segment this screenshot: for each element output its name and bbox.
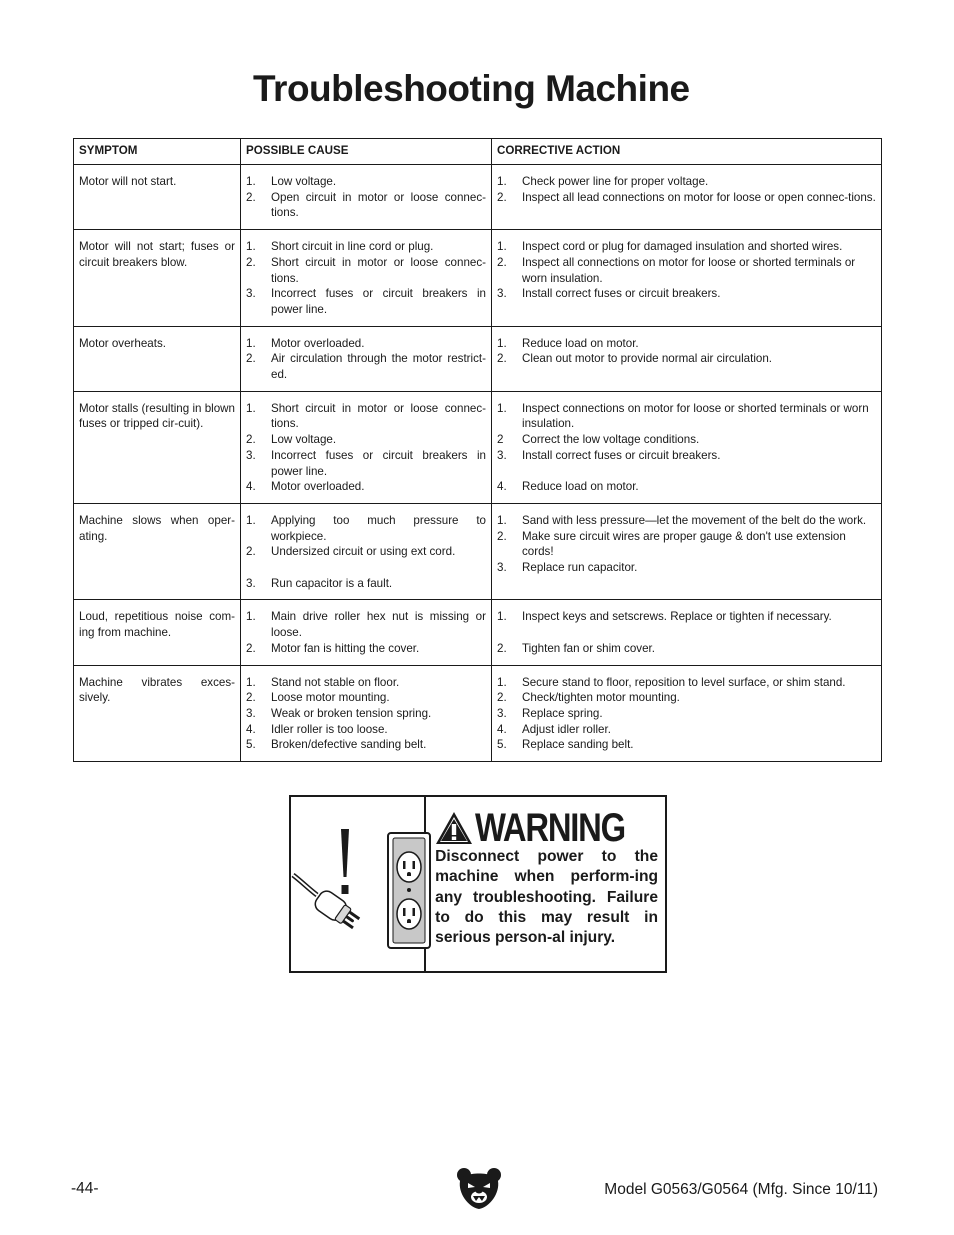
list-item-number: 1. bbox=[246, 240, 256, 254]
list-item bbox=[497, 239, 876, 255]
list-item-number: 1. bbox=[497, 336, 507, 350]
cause-list bbox=[246, 675, 486, 754]
list-item-number: 2. bbox=[497, 352, 507, 366]
list-item-number: 1. bbox=[497, 175, 507, 188]
list-item bbox=[246, 336, 486, 352]
list-item-text: Stand not stable on floor. bbox=[271, 675, 400, 689]
list-item bbox=[497, 560, 876, 576]
symptom-cell: Motor will not start; fuses or circuit breakers blow. bbox=[74, 230, 241, 327]
cause-list bbox=[246, 336, 486, 383]
list-item-number: 2. bbox=[246, 190, 256, 204]
list-item bbox=[246, 737, 486, 753]
list-item bbox=[246, 401, 486, 432]
list-item-text: Open circuit in motor or loose connec-tions. bbox=[271, 190, 486, 220]
list-item bbox=[246, 351, 486, 382]
bear-head-logo bbox=[456, 1167, 502, 1211]
list-item bbox=[246, 286, 486, 317]
list-item-number: 4. bbox=[497, 722, 507, 736]
list-item-text: Install correct fuses or circuit breakers. bbox=[522, 287, 721, 301]
table-row bbox=[74, 326, 882, 391]
symptom-cell: Machine slows when oper-ating. bbox=[74, 503, 241, 600]
list-item-number: 5. bbox=[497, 738, 507, 752]
list-item-number: 2. bbox=[497, 255, 507, 269]
corrective-action-cell bbox=[492, 665, 882, 762]
corrective-action-cell bbox=[492, 165, 882, 230]
list-item-number: 1. bbox=[497, 240, 507, 254]
cause-list bbox=[246, 239, 486, 318]
page-title: Troubleshooting Machine bbox=[253, 68, 690, 109]
list-item-number: 1. bbox=[497, 610, 507, 624]
list-item bbox=[497, 641, 876, 657]
list-item-number: 5. bbox=[246, 738, 256, 752]
list-item-number: 2. bbox=[246, 641, 256, 655]
model-info: Model G0563/G0564 (Mfg. Since 10/11) bbox=[604, 1181, 878, 1198]
list-item bbox=[497, 286, 876, 302]
list-item bbox=[246, 544, 486, 560]
list-item bbox=[246, 174, 486, 190]
list-item-number: 1. bbox=[246, 513, 256, 527]
list-item bbox=[246, 722, 486, 738]
action-list bbox=[497, 609, 876, 656]
possible-cause-cell bbox=[241, 230, 492, 327]
list-item bbox=[246, 675, 486, 691]
list-item-number: 3. bbox=[497, 448, 507, 462]
list-item-text: Adjust idler roller. bbox=[522, 722, 611, 736]
list-item-text: Main drive roller hex nut is missing or loose. bbox=[271, 610, 486, 640]
table-row bbox=[74, 665, 882, 762]
list-item bbox=[246, 255, 486, 286]
list-item bbox=[246, 609, 486, 640]
list-item-number: 4. bbox=[246, 722, 256, 736]
possible-cause-cell bbox=[241, 503, 492, 600]
list-item-text: Reduce load on motor. bbox=[522, 336, 639, 350]
list-item-text: Secure stand to floor, reposition to level surface, or shim stand. bbox=[522, 675, 846, 689]
list-item-number: 2. bbox=[497, 691, 507, 705]
list-item-number: 2. bbox=[497, 190, 507, 204]
symptom-cell: Loud, repetitious noise com-ing from machine. bbox=[74, 600, 241, 665]
symptom-cell: Motor overheats. bbox=[74, 326, 241, 391]
list-item-text: Idler roller is too loose. bbox=[271, 722, 388, 736]
list-item-text: Inspect connections on motor for loose or shorted terminals or worn insulation. bbox=[522, 401, 869, 431]
corrective-action-cell bbox=[492, 326, 882, 391]
list-item-text: Reduce load on motor. bbox=[522, 480, 639, 494]
symptom-cell: Machine vibrates exces-sively. bbox=[74, 665, 241, 762]
list-item bbox=[246, 239, 486, 255]
list-item-text: Undersized circuit or using ext cord. bbox=[271, 545, 456, 559]
table-row bbox=[74, 600, 882, 665]
list-item bbox=[246, 432, 486, 448]
symptom-cell: Motor will not start. bbox=[74, 165, 241, 230]
warning-title: WARNING bbox=[475, 806, 626, 850]
list-item-text: Check/tighten motor mounting. bbox=[522, 691, 680, 705]
corrective-action-cell bbox=[492, 600, 882, 665]
list-item-text: Inspect all lead connections on motor for loose or open connec-tions. bbox=[522, 190, 876, 204]
list-item bbox=[497, 432, 876, 448]
list-item bbox=[246, 513, 486, 544]
list-item-number: 2. bbox=[497, 529, 507, 543]
list-item-number: 2. bbox=[497, 641, 507, 655]
list-item-text: Replace sanding belt. bbox=[522, 738, 634, 752]
table-row bbox=[74, 165, 882, 230]
list-item bbox=[246, 448, 486, 479]
list-item-text: Inspect all connections on motor for loose or shorted terminals or worn insulation. bbox=[522, 255, 856, 285]
list-item-text: Replace spring. bbox=[522, 706, 603, 720]
action-list bbox=[497, 239, 876, 302]
list-item-text: Air circulation through the motor restrict-ed. bbox=[271, 352, 486, 382]
symptom-cell: Motor stalls (resulting in blown fuses or tripped cir-cuit). bbox=[74, 391, 241, 503]
warning-text: Disconnect power to the machine when perform-ing any troubleshooting. Failure to do this may result in serious person-al injury. bbox=[435, 848, 658, 947]
list-item-text: Weak or broken tension spring. bbox=[271, 706, 432, 720]
list-item bbox=[497, 737, 876, 753]
list-item-text: Short circuit in motor or loose connec-tions. bbox=[271, 255, 486, 285]
table-row bbox=[74, 503, 882, 600]
cause-list bbox=[246, 513, 486, 592]
action-list bbox=[497, 401, 876, 495]
possible-cause-header: POSSIBLE CAUSE bbox=[241, 139, 492, 165]
troubleshooting-table bbox=[73, 138, 882, 762]
list-item-text: Low voltage. bbox=[271, 433, 337, 447]
list-item-number: 3. bbox=[497, 287, 507, 301]
list-item-text: Tighten fan or shim cover. bbox=[522, 641, 655, 655]
cause-list bbox=[246, 174, 486, 221]
possible-cause-cell bbox=[241, 600, 492, 665]
list-item-text: Sand with less pressure—let the movement of the belt do the work. bbox=[522, 513, 867, 527]
action-list bbox=[497, 174, 876, 205]
list-item-text: Run capacitor is a fault. bbox=[271, 576, 393, 590]
list-item bbox=[497, 722, 876, 738]
action-list bbox=[497, 513, 876, 576]
list-item-text: Short circuit in line cord or plug. bbox=[271, 240, 434, 254]
list-item-number: 3. bbox=[246, 576, 256, 590]
warning-box bbox=[289, 795, 667, 973]
list-item-text: Motor overloaded. bbox=[271, 336, 365, 350]
list-item-text: Loose motor mounting. bbox=[271, 691, 390, 705]
unplug-power-icon bbox=[291, 797, 426, 971]
list-item-number: 1. bbox=[497, 401, 507, 415]
list-item bbox=[246, 576, 486, 592]
list-item-text: Check power line for proper voltage. bbox=[522, 175, 709, 188]
list-item bbox=[497, 190, 876, 206]
list-item bbox=[497, 513, 876, 529]
list-item bbox=[246, 690, 486, 706]
list-item-number: 3. bbox=[497, 706, 507, 720]
list-item-number: 2. bbox=[246, 691, 256, 705]
possible-cause-cell bbox=[241, 165, 492, 230]
corrective-action-header: CORRECTIVE ACTION bbox=[492, 139, 882, 165]
cause-list bbox=[246, 609, 486, 656]
list-item bbox=[246, 706, 486, 722]
list-item-text: Motor overloaded. bbox=[271, 480, 365, 494]
page-number: -44- bbox=[71, 1180, 99, 1197]
list-item bbox=[497, 255, 876, 286]
list-item bbox=[246, 190, 486, 221]
list-item bbox=[497, 479, 876, 495]
list-item-number: 2. bbox=[246, 545, 256, 559]
action-list bbox=[497, 336, 876, 367]
list-item bbox=[246, 641, 486, 657]
possible-cause-cell bbox=[241, 326, 492, 391]
list-item-text: Incorrect fuses or circuit breakers in power line. bbox=[271, 287, 486, 316]
list-item-number: 2. bbox=[246, 352, 256, 366]
list-item-number: 4. bbox=[246, 480, 256, 494]
list-item-number: 2 bbox=[497, 433, 504, 447]
list-item-text: Inspect cord or plug for damaged insulation and shorted wires. bbox=[522, 240, 843, 254]
list-item-text: Incorrect fuses or circuit breakers in power line. bbox=[271, 448, 486, 478]
table-row bbox=[74, 391, 882, 503]
list-item-text: Replace run capacitor. bbox=[522, 561, 638, 575]
list-item-text: Motor fan is hitting the cover. bbox=[271, 641, 420, 655]
list-item-number: 1. bbox=[246, 610, 256, 624]
list-item bbox=[497, 706, 876, 722]
corrective-action-cell bbox=[492, 503, 882, 600]
action-list bbox=[497, 675, 876, 754]
list-item-number: 3. bbox=[246, 706, 256, 720]
list-item-number: 4. bbox=[497, 480, 507, 494]
list-item-text: Install correct fuses or circuit breakers. bbox=[522, 448, 721, 462]
list-item bbox=[497, 690, 876, 706]
table-header-row bbox=[74, 139, 882, 165]
list-item-text: Make sure circuit wires are proper gauge & don't use extension cords! bbox=[522, 529, 846, 559]
list-item-number: 1. bbox=[246, 175, 256, 188]
list-item-number: 1. bbox=[246, 675, 256, 689]
list-item bbox=[497, 529, 876, 560]
list-item-text: Correct the low voltage conditions. bbox=[522, 433, 700, 447]
list-item-number: 1. bbox=[497, 675, 507, 689]
possible-cause-cell bbox=[241, 665, 492, 762]
corrective-action-cell bbox=[492, 230, 882, 327]
list-item-number: 1. bbox=[497, 513, 507, 527]
list-item bbox=[497, 174, 876, 190]
list-item-number: 2. bbox=[246, 255, 256, 269]
list-item bbox=[497, 675, 876, 691]
list-item bbox=[497, 401, 876, 432]
list-item-number: 1. bbox=[246, 401, 256, 415]
list-item bbox=[497, 448, 876, 464]
list-item-number: 3. bbox=[246, 287, 256, 301]
list-item-number: 1. bbox=[246, 336, 256, 350]
list-item-text: Short circuit in motor or loose connec-tions. bbox=[271, 401, 486, 431]
list-item-text: Broken/defective sanding belt. bbox=[271, 738, 427, 752]
list-item-number: 2. bbox=[246, 433, 256, 447]
corrective-action-cell bbox=[492, 391, 882, 503]
list-item bbox=[246, 479, 486, 495]
list-item-text: Low voltage. bbox=[271, 175, 337, 188]
list-item-text: Applying too much pressure to workpiece. bbox=[271, 513, 486, 543]
list-item-number: 3. bbox=[246, 448, 256, 462]
table-row bbox=[74, 230, 882, 327]
list-item bbox=[497, 609, 876, 625]
list-item bbox=[497, 351, 876, 367]
possible-cause-cell bbox=[241, 391, 492, 503]
list-item-text: Clean out motor to provide normal air circulation. bbox=[522, 352, 773, 366]
cause-list bbox=[246, 401, 486, 495]
list-item bbox=[497, 336, 876, 352]
symptom-header: SYMPTOM bbox=[74, 139, 241, 165]
list-item-number: 3. bbox=[497, 561, 507, 575]
warning-header bbox=[435, 803, 658, 853]
list-item-text: Inspect keys and setscrews. Replace or tighten if necessary. bbox=[522, 610, 832, 624]
